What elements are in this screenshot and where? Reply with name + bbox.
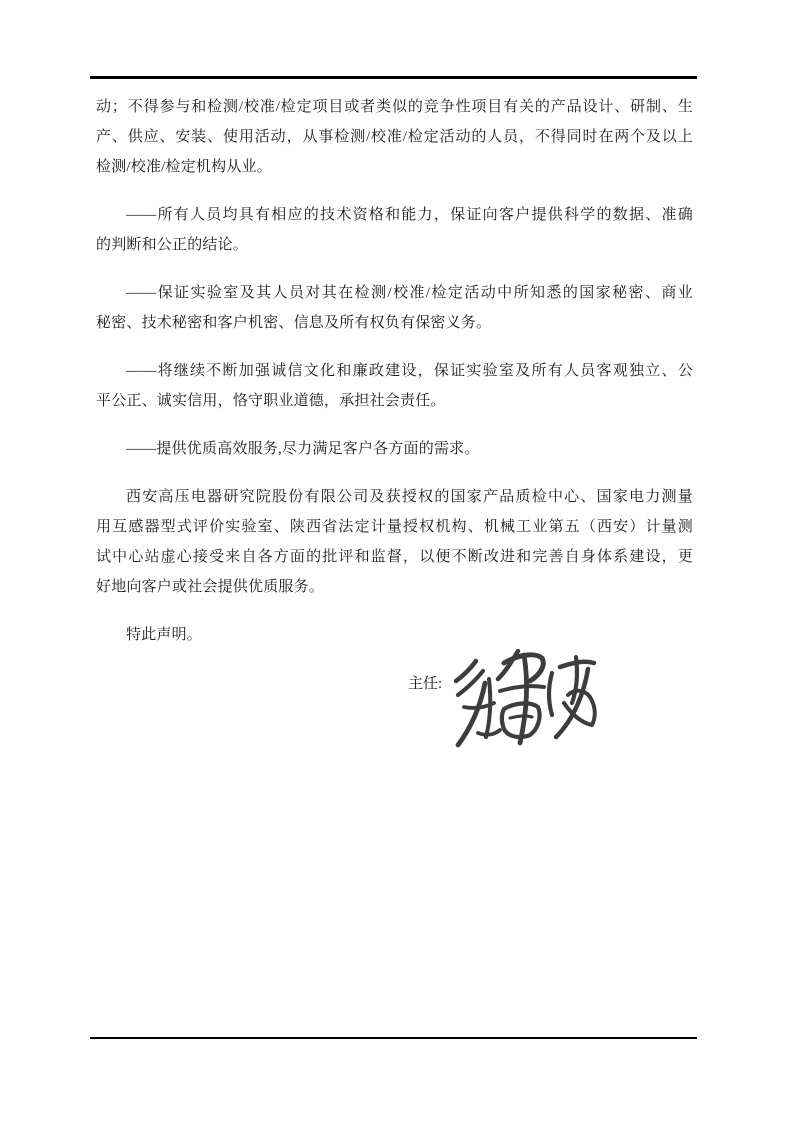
text-line: ——保证实验室及其人员对其在检测/校准/检定活动中所知悉的国家秘密、商业 [126, 285, 693, 301]
paragraph-integrity [96, 356, 693, 416]
document-body [96, 92, 693, 668]
header-rule [90, 76, 697, 79]
text-line: ——将继续不断加强诚信文化和廉政建设，保证实验室及所有人员客观独立、公 [126, 363, 693, 379]
text-line: 动；不得参与和检测/校准/检定项目或者类似的竞争性项目有关的产品设计、研制、生 [96, 99, 693, 115]
text-line: 平公正、诚实信用，恪守职业道德，承担社会责任。 [96, 393, 446, 409]
paragraph-service [96, 434, 693, 464]
text-line: ——所有人员均具有相应的技术资格和能力，保证向客户提供科学的数据、准确 [126, 207, 693, 223]
text-line: 好地向客户或社会提供优质服务。 [96, 579, 325, 595]
paragraph-continuation [96, 92, 693, 182]
text-line: 的判断和公正的结论。 [96, 237, 249, 253]
text-line: 西安高压电器研究院股份有限公司及获授权的国家产品质检中心、国家电力测量 [126, 489, 693, 505]
paragraph-closing-statement [96, 620, 693, 650]
text-line: 产、供应、安装、使用活动，从事检测/校准/检定活动的人员，不得同时在两个及以上 [96, 129, 693, 145]
text-line: 用互感器型式评价实验室、陕西省法定计量授权机构、机械工业第五（西安）计量测 [96, 519, 693, 535]
text-line: 试中心站虚心接受来自各方面的批评和监督，以便不断改进和完善自身体系建设，更 [96, 549, 693, 565]
paragraph-supervision [96, 482, 693, 602]
paragraph-confidentiality [96, 278, 693, 338]
handwritten-signature [448, 645, 600, 751]
text-line: 特此声明。 [126, 627, 203, 643]
paragraph-personnel-qualification [96, 200, 693, 260]
text-line: ——提供优质高效服务,尽力满足客户各方面的需求。 [126, 441, 480, 457]
footer-rule [90, 1037, 697, 1039]
text-line: 检测/校准/检定机构从业。 [96, 159, 272, 175]
signature-role-label: 主任: [408, 676, 443, 692]
text-line: 秘密、技术秘密和客户机密、信息及所有权负有保密义务。 [96, 315, 492, 331]
